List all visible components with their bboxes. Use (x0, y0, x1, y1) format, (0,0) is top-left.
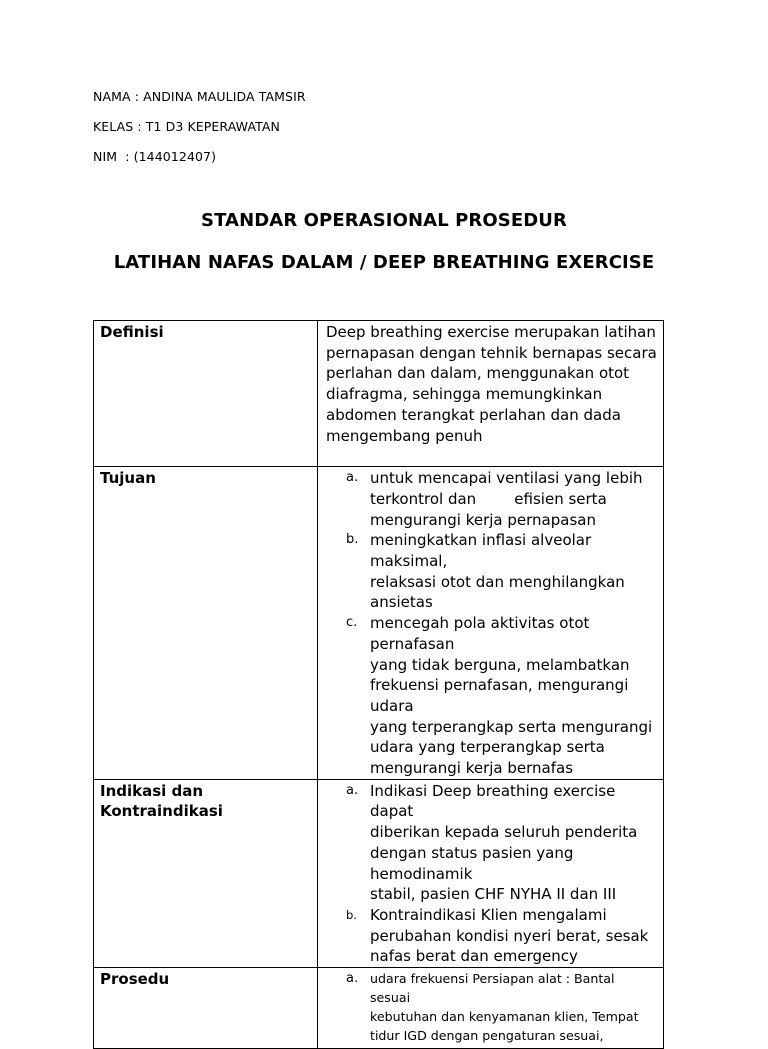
list-line: tidur IGD dengan pengaturan sesuai, (370, 1028, 604, 1044)
definisi-label: Definisi (94, 321, 318, 467)
indikasi-label (94, 779, 318, 967)
list-line: diberikan kepada seluruh penderita (370, 823, 638, 842)
list-line: untuk mencapai ventilasi yang lebih (370, 469, 643, 488)
list-line: udara yang terperangkap serta (370, 738, 605, 757)
row-tujuan (94, 467, 664, 780)
document-subtitle: LATIHAN NAFAS DALAM / DEEP BREATHING EXERCISE (113, 252, 655, 273)
list-line: udara frekuensi Persiapan alat : Bantal sesuai (370, 971, 615, 1006)
tujuan-item-b (346, 530, 657, 613)
list-line: stabil, pasien CHF NYHA II dan III (370, 885, 617, 904)
list-marker: b. (346, 907, 357, 922)
list-line: ansietas (370, 593, 433, 612)
list-line: nafas berat dan emergency (370, 947, 578, 966)
list-line: kebutuhan dan kenyamanan klien, Tempat (370, 1009, 639, 1025)
definisi-text: Deep breathing exercise merupakan latihan pernapasan dengan tehnik bernapas secara perlahan dan dalam, menggunakan otot diafragma, sehingga memungkinkan abdomen terangkat perlahan dan dada mengembang penuh (326, 323, 657, 445)
tujuan-label: Tujuan (94, 467, 318, 780)
row-indikasi (94, 779, 664, 967)
definisi-cell (318, 321, 664, 467)
sop-table (93, 320, 664, 1049)
list-marker: a. (346, 470, 359, 486)
prosedu-item-a (346, 969, 657, 1045)
prosedu-list (326, 969, 657, 1048)
list-marker: a. (346, 782, 359, 798)
row-prosedu (94, 968, 664, 1049)
tujuan-list (326, 468, 657, 779)
list-marker: c. (346, 615, 358, 631)
list-marker: b. (346, 532, 359, 548)
tujuan-item-c (346, 613, 657, 779)
list-line: dengan status pasien yang hemodinamik (370, 843, 574, 883)
list-line: mencegah pola aktivitas otot pernafasan (370, 614, 590, 653)
indikasi-item-b (346, 905, 657, 967)
document-title: STANDAR OPERASIONAL PROSEDUR (201, 210, 567, 231)
tujuan-cell (318, 467, 664, 780)
list-line: yang tidak berguna, melambatkan (370, 655, 630, 674)
student-name: NAMA : ANDINA MAULIDA TAMSIR (93, 89, 306, 104)
indikasi-label-line: Indikasi dan (100, 781, 204, 800)
list-line: Kontraindikasi Klien mengalami (370, 905, 607, 924)
row-definisi (94, 321, 664, 467)
list-line: perubahan kondisi nyeri berat, sesak (370, 926, 649, 945)
list-line: meningkatkan inflasi alveolar maksimal, (370, 531, 592, 571)
list-line: mengurangi kerja bernafas (370, 759, 574, 778)
list-line: frekuensi pernafasan, mengurangi udara (370, 676, 629, 715)
prosedu-cell (318, 968, 664, 1049)
list-line: yang terperangkap serta mengurangi (370, 717, 653, 736)
list-line: terkontrol dan efisien serta (370, 489, 607, 508)
indikasi-cell (318, 779, 664, 967)
indikasi-item-a (346, 781, 657, 905)
list-line: mengurangi kerja pernapasan (370, 510, 596, 529)
student-nim: NIM : (144012407) (93, 149, 217, 164)
indikasi-list (326, 781, 657, 967)
student-class: KELAS : T1 D3 KEPERAWATAN (93, 119, 281, 134)
tujuan-item-a (346, 468, 657, 530)
list-line: Indikasi Deep breathing exercise dapat (370, 781, 616, 821)
prosedu-label: Prosedu (94, 968, 318, 1049)
list-line: relaksasi otot dan menghilangkan (370, 572, 625, 591)
list-marker: a. (346, 971, 359, 987)
indikasi-label-line: Kontraindikasi (100, 802, 223, 821)
